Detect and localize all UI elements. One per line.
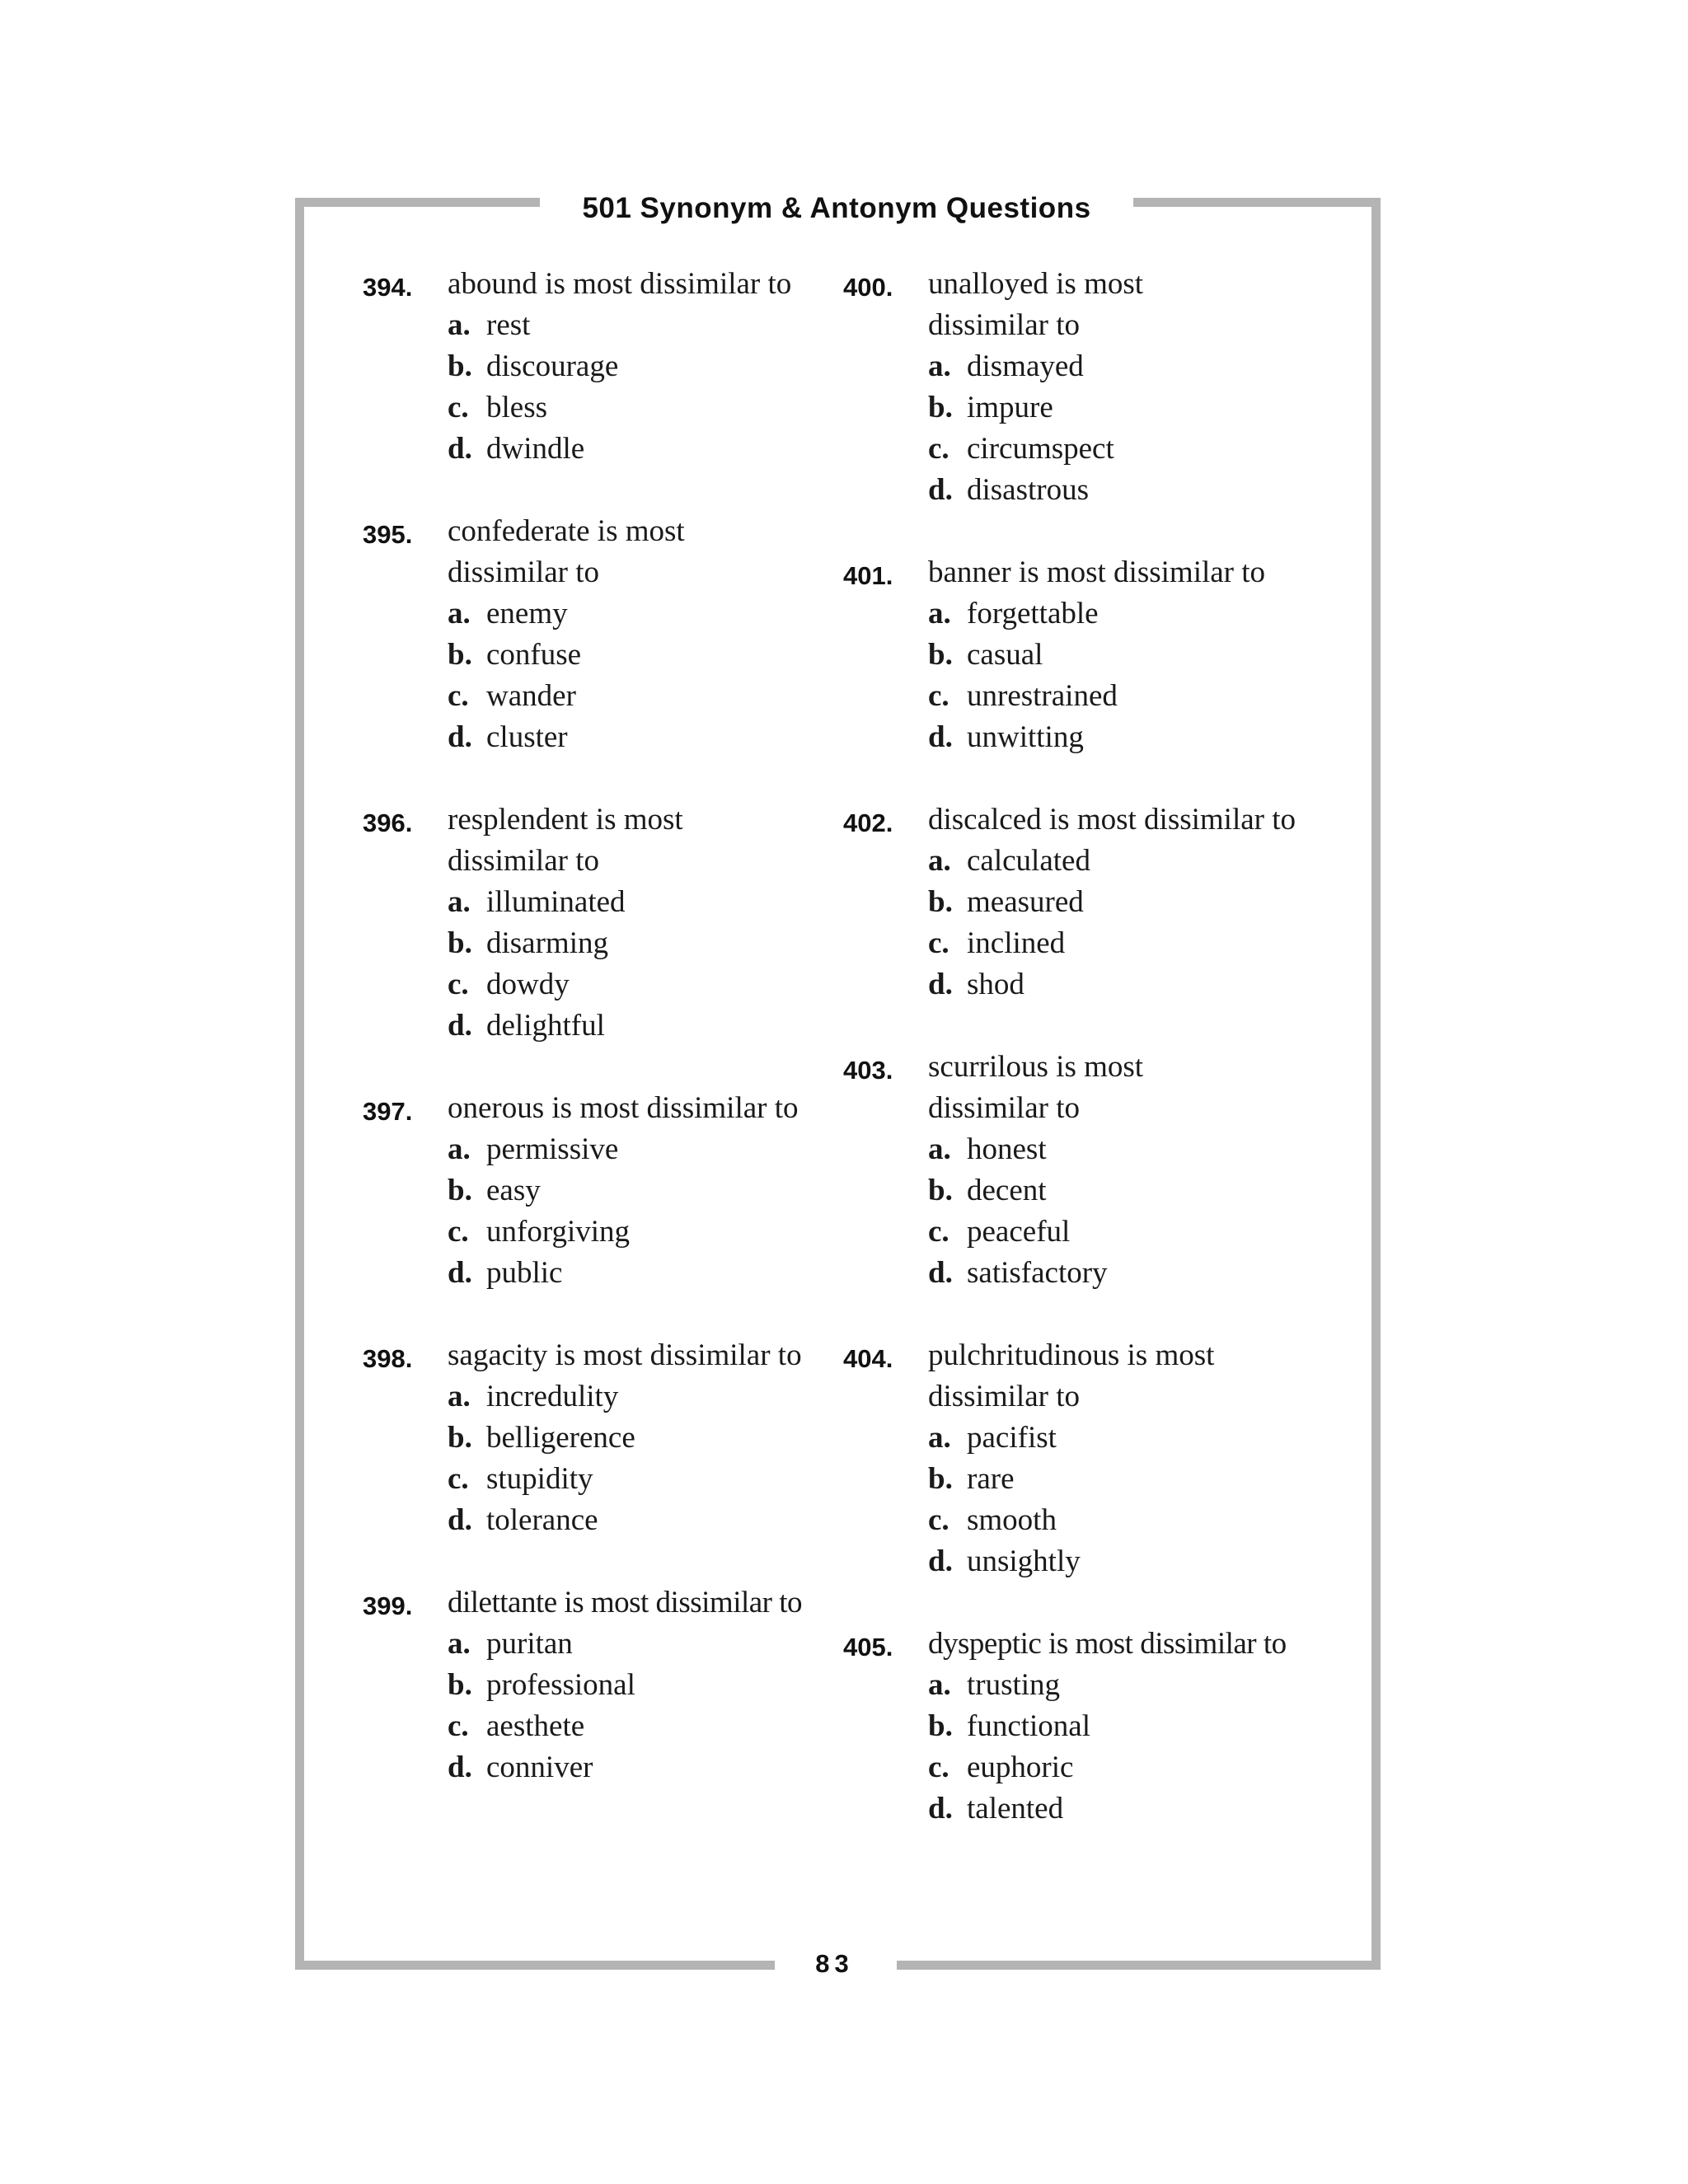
- option-text: bless: [486, 391, 547, 424]
- option-letter: a.: [928, 844, 951, 878]
- option-letter: d.: [448, 720, 472, 754]
- answer-option-a[interactable]: [928, 1418, 1329, 1459]
- option-text: rare: [967, 1462, 1015, 1496]
- answer-option-d[interactable]: [448, 1253, 849, 1294]
- option-text: impure: [967, 391, 1053, 424]
- frame-top-left-rule: [295, 198, 540, 207]
- answer-option-d[interactable]: [928, 717, 1329, 758]
- option-letter: b.: [448, 1668, 472, 1702]
- answer-option-a[interactable]: [448, 1376, 849, 1418]
- question-number: 404.: [843, 1344, 893, 1373]
- option-text: cluster: [486, 720, 568, 754]
- option-letter: a.: [448, 308, 471, 342]
- question-404: [843, 1335, 1329, 1582]
- question-394: [363, 264, 849, 470]
- answer-option-b[interactable]: [448, 1665, 849, 1706]
- option-letter: b.: [448, 926, 472, 960]
- question-stem: banner is most dissimilar to: [928, 555, 1266, 589]
- answer-option-d[interactable]: [928, 1788, 1329, 1830]
- answer-option-c[interactable]: [928, 1747, 1329, 1788]
- option-text: puritan: [486, 1627, 573, 1661]
- question-401: [843, 552, 1329, 758]
- answer-option-c[interactable]: [448, 387, 849, 429]
- question-399: [363, 1582, 849, 1788]
- option-letter: b.: [448, 1174, 472, 1207]
- answer-option-b[interactable]: [448, 1170, 849, 1212]
- answer-option-b[interactable]: [928, 882, 1329, 923]
- answer-option-b[interactable]: [448, 346, 849, 387]
- answer-option-a[interactable]: [448, 305, 849, 346]
- option-letter: c.: [448, 391, 469, 424]
- question-stem: dilettante is most dissimilar to: [448, 1586, 803, 1619]
- answer-option-a[interactable]: [928, 1665, 1329, 1706]
- option-letter: d.: [928, 1792, 953, 1825]
- question-number: 397.: [363, 1097, 413, 1126]
- option-letter: d.: [448, 432, 472, 466]
- option-text: disarming: [486, 926, 608, 960]
- option-letter: a.: [448, 597, 471, 630]
- frame-bottom-left-rule: [295, 1961, 775, 1970]
- option-letter: a.: [928, 349, 951, 383]
- option-text: calculated: [967, 844, 1090, 878]
- answer-option-a[interactable]: [928, 593, 1329, 635]
- option-text: disastrous: [967, 473, 1089, 507]
- question-number: 400.: [843, 273, 893, 302]
- option-text: tolerance: [486, 1503, 598, 1537]
- option-text: delightful: [486, 1009, 605, 1043]
- option-letter: c.: [448, 968, 469, 1001]
- option-text: satisfactory: [967, 1256, 1108, 1290]
- option-text: stupidity: [486, 1462, 593, 1496]
- question-number: 403.: [843, 1056, 893, 1085]
- answer-option-b[interactable]: [928, 1459, 1329, 1500]
- option-text: rest: [486, 308, 531, 342]
- option-letter: c.: [928, 432, 950, 466]
- option-letter: a.: [928, 1668, 951, 1702]
- option-text: professional: [486, 1668, 635, 1702]
- answer-option-d[interactable]: [928, 470, 1329, 511]
- option-text: euphoric: [967, 1750, 1074, 1784]
- option-letter: d.: [928, 473, 953, 507]
- question-number: 396.: [363, 808, 413, 837]
- answer-option-a[interactable]: [928, 1129, 1329, 1170]
- option-letter: a.: [928, 1132, 951, 1166]
- answer-option-d[interactable]: [928, 1541, 1329, 1582]
- question-stem: dyspeptic is most dissimilar to: [928, 1627, 1287, 1661]
- question-400: [843, 264, 1329, 511]
- option-letter: d.: [928, 720, 953, 754]
- option-letter: a.: [928, 1421, 951, 1455]
- question-number: 394.: [363, 273, 413, 302]
- question-stem: abound is most dissimilar to: [448, 267, 792, 301]
- answer-option-b[interactable]: [928, 1706, 1329, 1747]
- option-letter: a.: [448, 1380, 471, 1413]
- question-stem: resplendent is most dissimilar to: [448, 803, 683, 878]
- answer-option-c[interactable]: [928, 429, 1329, 470]
- page-header-title: 501 Synonym & Antonym Questions: [582, 192, 1091, 224]
- option-letter: b.: [448, 638, 472, 672]
- answer-option-a[interactable]: [928, 346, 1329, 387]
- answer-option-d[interactable]: [448, 717, 849, 758]
- frame-top-right-rule: [1133, 198, 1381, 207]
- frame-bottom-right-rule: [897, 1961, 1381, 1970]
- option-letter: d.: [928, 1256, 953, 1290]
- answer-option-c[interactable]: [928, 1500, 1329, 1541]
- option-text: circumspect: [967, 432, 1114, 466]
- option-letter: d.: [928, 968, 953, 1001]
- option-letter: c.: [928, 926, 950, 960]
- option-letter: b.: [928, 1174, 953, 1207]
- question-stem: unalloyed is most dissimilar to: [928, 267, 1144, 342]
- option-letter: a.: [928, 597, 951, 630]
- option-letter: d.: [928, 1544, 953, 1578]
- option-text: pacifist: [967, 1421, 1057, 1455]
- answer-option-d[interactable]: [448, 1747, 849, 1788]
- option-text: incredulity: [486, 1380, 619, 1413]
- option-text: measured: [967, 885, 1084, 919]
- answer-option-c[interactable]: [448, 676, 849, 717]
- option-text: belligerence: [486, 1421, 635, 1455]
- answer-option-c[interactable]: [448, 964, 849, 1005]
- answer-option-c[interactable]: [928, 1212, 1329, 1253]
- question-number: 395.: [363, 520, 413, 549]
- option-letter: b.: [928, 885, 953, 919]
- option-text: unforgiving: [486, 1215, 631, 1249]
- option-text: decent: [967, 1174, 1047, 1207]
- answer-option-d[interactable]: [928, 1253, 1329, 1294]
- page-number: 83: [815, 1949, 854, 1978]
- option-text: enemy: [486, 597, 568, 630]
- answer-option-b[interactable]: [928, 1170, 1329, 1212]
- option-letter: c.: [448, 1462, 469, 1496]
- option-text: unrestrained: [967, 679, 1118, 713]
- option-text: discourage: [486, 349, 619, 383]
- question-396: [363, 799, 849, 1047]
- answer-option-a[interactable]: [448, 1624, 849, 1665]
- option-letter: c.: [448, 1215, 469, 1249]
- option-letter: b.: [448, 1421, 472, 1455]
- answer-option-c[interactable]: [448, 1706, 849, 1747]
- option-text: talented: [967, 1792, 1064, 1825]
- answer-option-d[interactable]: [448, 1005, 849, 1047]
- question-stem: scurrilous is most dissimilar to: [928, 1050, 1144, 1125]
- question-number: 405.: [843, 1633, 893, 1661]
- option-text: peaceful: [967, 1215, 1071, 1249]
- option-letter: b.: [928, 391, 953, 424]
- option-letter: c.: [928, 679, 950, 713]
- option-letter: b.: [928, 1709, 953, 1743]
- option-letter: b.: [928, 638, 953, 672]
- answer-option-a[interactable]: [448, 593, 849, 635]
- option-text: confuse: [486, 638, 582, 672]
- option-text: smooth: [967, 1503, 1057, 1537]
- option-text: dwindle: [486, 432, 585, 466]
- question-403: [843, 1047, 1329, 1294]
- option-text: unwitting: [967, 720, 1084, 754]
- option-text: casual: [967, 638, 1043, 672]
- question-stem: pulchritudinous is most dissimilar to: [928, 1338, 1215, 1413]
- question-column-right: [843, 264, 1329, 1830]
- frame-right-rule: [1372, 198, 1381, 1970]
- option-text: dowdy: [486, 968, 570, 1001]
- option-letter: c.: [448, 1709, 469, 1743]
- question-number: 398.: [363, 1344, 413, 1373]
- option-letter: d.: [448, 1503, 472, 1537]
- option-letter: a.: [448, 1132, 471, 1166]
- option-letter: c.: [928, 1750, 950, 1784]
- option-text: forgettable: [967, 597, 1099, 630]
- answer-option-a[interactable]: [448, 1129, 849, 1170]
- question-397: [363, 1088, 849, 1294]
- question-stem: onerous is most dissimilar to: [448, 1091, 799, 1125]
- question-402: [843, 799, 1329, 1005]
- answer-option-b[interactable]: [928, 387, 1329, 429]
- answer-option-d[interactable]: [448, 429, 849, 470]
- option-letter: c.: [448, 679, 469, 713]
- option-letter: d.: [448, 1256, 472, 1290]
- answer-option-b[interactable]: [448, 1418, 849, 1459]
- option-text: functional: [967, 1709, 1091, 1743]
- frame-left-rule: [295, 198, 304, 1970]
- option-letter: c.: [928, 1503, 950, 1537]
- option-letter: c.: [928, 1215, 950, 1249]
- option-text: conniver: [486, 1750, 593, 1784]
- option-letter: b.: [928, 1462, 953, 1496]
- question-395: [363, 511, 849, 758]
- question-stem: confederate is most dissimilar to: [448, 514, 685, 589]
- option-text: easy: [486, 1174, 541, 1207]
- option-letter: b.: [448, 349, 472, 383]
- answer-option-d[interactable]: [928, 964, 1329, 1005]
- answer-option-b[interactable]: [448, 635, 849, 676]
- question-number: 401.: [843, 561, 893, 590]
- option-text: honest: [967, 1132, 1047, 1166]
- option-text: dismayed: [967, 349, 1084, 383]
- option-letter: d.: [448, 1009, 472, 1043]
- answer-option-b[interactable]: [448, 923, 849, 964]
- option-text: trusting: [967, 1668, 1061, 1702]
- question-column-left: [363, 264, 849, 1788]
- option-text: unsightly: [967, 1544, 1081, 1578]
- answer-option-c[interactable]: [448, 1212, 849, 1253]
- question-number: 402.: [843, 808, 893, 837]
- question-number: 399.: [363, 1591, 413, 1620]
- answer-option-d[interactable]: [448, 1500, 849, 1541]
- answer-option-c[interactable]: [928, 676, 1329, 717]
- option-letter: d.: [448, 1750, 472, 1784]
- option-text: permissive: [486, 1132, 619, 1166]
- answer-option-c[interactable]: [448, 1459, 849, 1500]
- answer-option-c[interactable]: [928, 923, 1329, 964]
- answer-option-a[interactable]: [928, 841, 1329, 882]
- question-405: [843, 1624, 1329, 1830]
- option-letter: a.: [448, 885, 471, 919]
- option-text: illuminated: [486, 885, 626, 919]
- answer-option-a[interactable]: [448, 882, 849, 923]
- option-text: shod: [967, 968, 1025, 1001]
- answer-option-b[interactable]: [928, 635, 1329, 676]
- option-text: inclined: [967, 926, 1066, 960]
- option-text: aesthete: [486, 1709, 585, 1743]
- option-letter: a.: [448, 1627, 471, 1661]
- question-stem: discalced is most dissimilar to: [928, 803, 1296, 837]
- question-stem: sagacity is most dissimilar to: [448, 1338, 802, 1372]
- option-text: wander: [486, 679, 576, 713]
- question-398: [363, 1335, 849, 1541]
- option-text: public: [486, 1256, 563, 1290]
